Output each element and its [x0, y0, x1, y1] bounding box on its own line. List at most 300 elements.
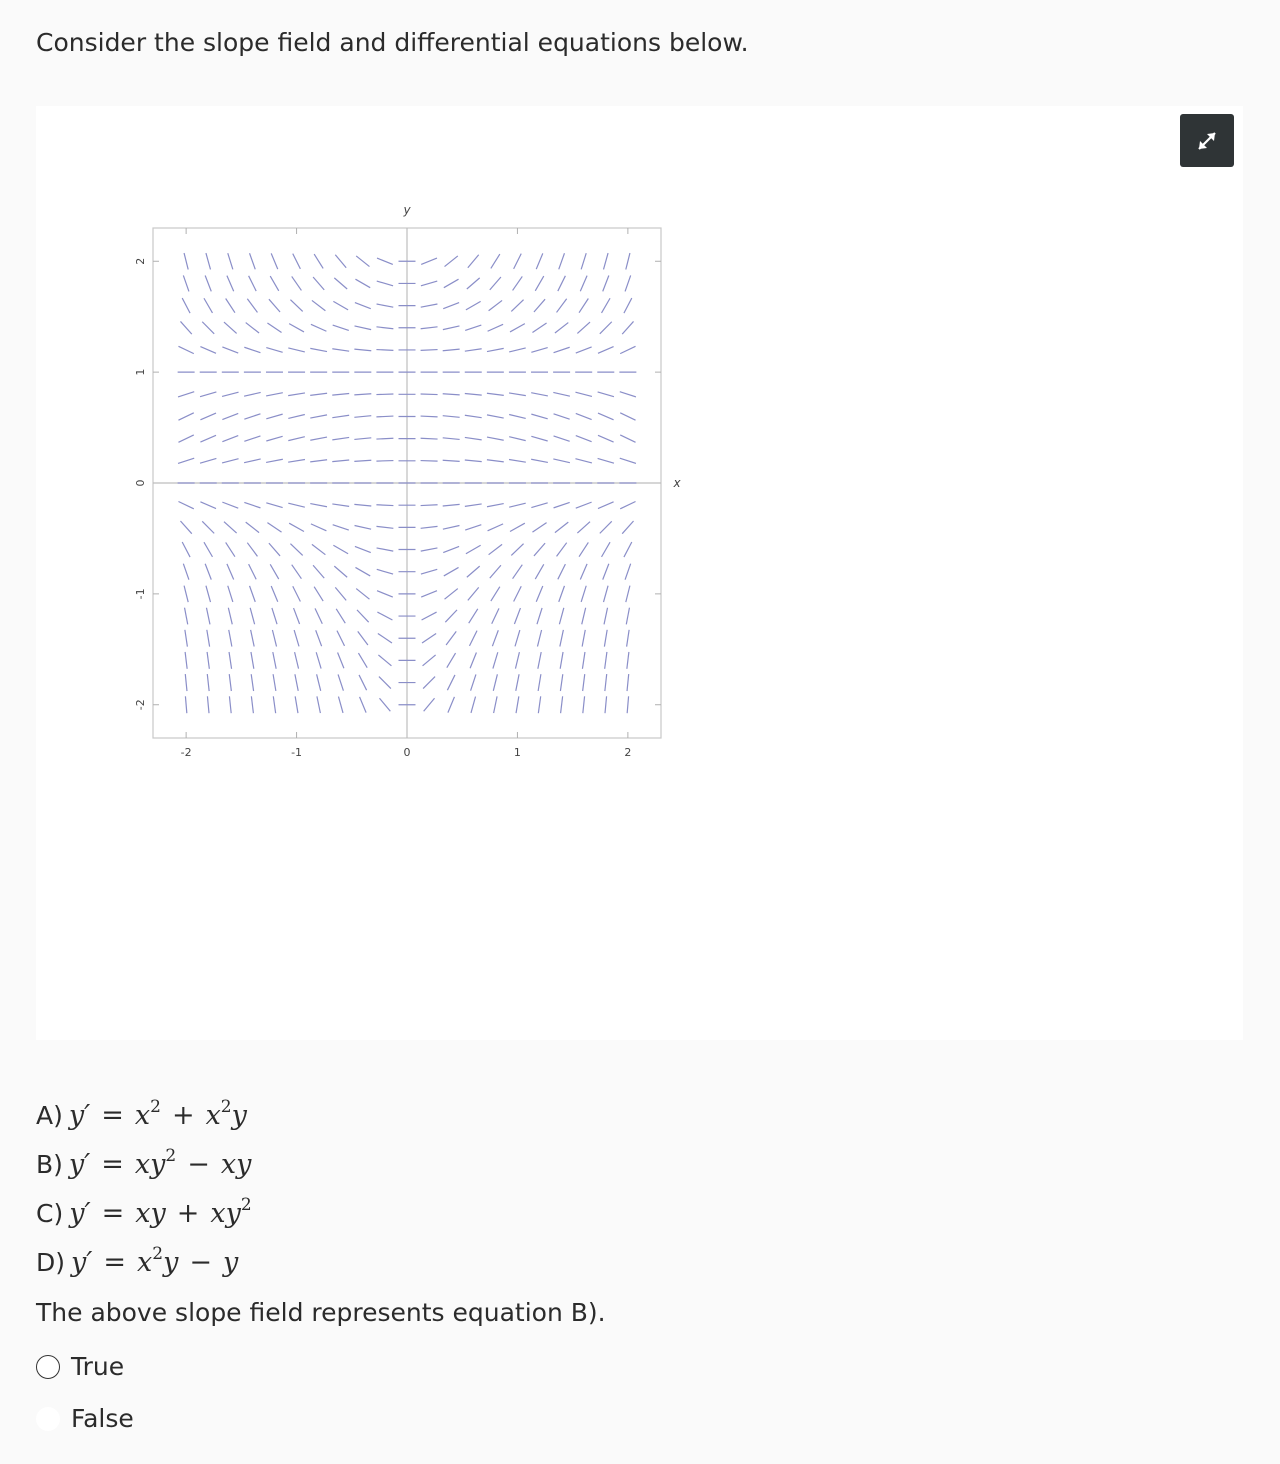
slope-segment: [488, 324, 504, 331]
option-equation: [69, 1186, 251, 1235]
slope-segment: [224, 522, 237, 533]
slope-segment: [229, 652, 232, 669]
slope-segment: [443, 394, 460, 395]
slope-segment: [227, 276, 234, 292]
slope-segment: [251, 652, 254, 669]
slope-segment: [487, 437, 504, 440]
slope-segment: [465, 325, 481, 330]
slope-segment: [423, 677, 435, 689]
choice-false[interactable]: [36, 1404, 134, 1433]
slope-segment: [509, 348, 526, 352]
slope-segment: [376, 461, 393, 462]
slope-segment: [266, 459, 283, 462]
slope-segment: [334, 566, 347, 577]
option-letter: A): [36, 1101, 63, 1130]
expand-arrows-icon: [1194, 128, 1220, 154]
slope-segment: [337, 631, 345, 646]
slope-segment: [207, 696, 209, 713]
slope-segment: [222, 436, 238, 442]
equation-lhs: y′: [69, 1198, 91, 1229]
slope-segment: [270, 564, 279, 579]
slope-segment: [466, 545, 481, 553]
equation-options: [36, 1088, 252, 1284]
slope-segment: [487, 460, 504, 462]
exponent: 2: [220, 1097, 232, 1117]
slope-segment: [620, 346, 635, 353]
slope-segment: [356, 589, 369, 600]
expand-button[interactable]: [1180, 114, 1234, 167]
slope-segment: [266, 414, 282, 419]
slope-segment: [516, 696, 519, 713]
slope-segment: [250, 253, 256, 269]
slope-segment: [228, 586, 233, 602]
y-tick-label: 1: [134, 368, 147, 376]
slope-segment: [247, 299, 257, 313]
question-text: Consider the slope field and differential equations below.: [36, 28, 749, 57]
slope-segment: [465, 349, 482, 351]
slope-segment: [443, 525, 460, 529]
slope-segment: [560, 630, 564, 647]
variable: x: [134, 1149, 151, 1180]
slope-segment: [354, 416, 371, 418]
variable: y: [150, 1198, 166, 1229]
slope-segment: [581, 253, 586, 269]
slope-segment: [513, 565, 523, 579]
slope-segment: [603, 276, 609, 292]
radio-false[interactable]: [36, 1407, 60, 1431]
slope-segment: [267, 523, 281, 532]
slope-segment: [295, 674, 298, 691]
slope-segment: [492, 608, 499, 623]
slope-segment: [466, 301, 481, 309]
slope-segment: [204, 542, 213, 557]
slope-segment: [354, 460, 371, 461]
slope-segment: [445, 589, 458, 600]
slope-segment: [273, 652, 276, 669]
x-tick-label: 1: [513, 746, 521, 759]
slope-segment: [423, 655, 436, 666]
slope-segment: [182, 542, 190, 557]
slope-segment: [625, 564, 631, 580]
slope-segment: [377, 591, 393, 597]
slope-segment: [467, 566, 480, 577]
variable: y: [222, 1247, 239, 1278]
slope-segment: [293, 586, 301, 601]
slope-segment: [205, 276, 211, 292]
variable: y: [150, 1149, 166, 1180]
slope-segment: [514, 608, 520, 624]
slope-segment: [553, 459, 570, 463]
slope-segment: [354, 504, 371, 506]
slope-segment: [513, 276, 523, 290]
slope-segment: [577, 322, 590, 333]
slope-segment: [269, 299, 280, 312]
slope-segment: [228, 608, 232, 625]
slope-segment: [185, 608, 188, 625]
slope-segment: [560, 652, 563, 669]
slope-segment: [207, 652, 209, 669]
equals-sign: =: [101, 1100, 124, 1131]
slope-segment: [557, 543, 567, 557]
slope-segment: [200, 392, 216, 397]
option-c: [36, 1186, 252, 1235]
slope-segment: [471, 697, 476, 713]
slope-segment: [465, 504, 482, 506]
slope-segment: [354, 394, 371, 395]
slope-segment: [244, 502, 260, 507]
slope-segment: [180, 521, 191, 534]
slope-segment: [576, 502, 592, 508]
slope-segment: [620, 392, 636, 397]
slope-segment: [576, 413, 592, 419]
x-tick-label: 2: [624, 746, 632, 759]
slope-segment: [227, 564, 234, 580]
slope-segment: [536, 586, 543, 602]
slope-segment: [206, 253, 211, 269]
slope-segment: [379, 698, 390, 711]
variable: y: [225, 1198, 241, 1229]
slope-segment: [555, 323, 568, 333]
slope-segment: [222, 347, 238, 353]
slope-segment: [226, 298, 235, 312]
option-equation: [69, 1088, 247, 1137]
slope-segment: [445, 610, 457, 622]
slope-segment: [288, 503, 305, 507]
slope-segment: [251, 696, 253, 713]
slope-segment: [200, 347, 216, 354]
slope-segment: [514, 586, 522, 601]
slope-segment: [487, 504, 504, 507]
slope-segment: [185, 630, 188, 647]
option-b: [36, 1137, 252, 1186]
variable: x: [135, 1198, 151, 1229]
slope-segment: [487, 348, 504, 351]
slope-segment: [421, 591, 437, 597]
slope-segment: [582, 652, 585, 669]
slope-segment: [311, 324, 327, 331]
slope-segment: [557, 299, 567, 313]
slope-segment: [488, 524, 504, 531]
slope-segment: [516, 674, 519, 691]
slope-segment: [531, 503, 547, 508]
slope-segment: [292, 565, 302, 579]
slope-segment: [492, 630, 498, 646]
slope-segment: [310, 460, 327, 462]
slope-segment: [313, 277, 324, 290]
slope-segment: [491, 587, 500, 601]
slope-segment: [244, 436, 260, 441]
slope-segment: [332, 415, 349, 417]
slope-segment: [467, 278, 480, 289]
slope-segment: [295, 652, 299, 669]
slope-segment: [185, 674, 187, 691]
slope-segment: [443, 416, 460, 418]
slope-segment: [312, 300, 325, 310]
slope-segment: [421, 350, 438, 351]
slope-segment: [620, 413, 635, 420]
variable: y: [231, 1100, 247, 1131]
operator: −: [187, 1149, 210, 1180]
slope-segment: [204, 298, 213, 313]
slope-segment: [244, 459, 261, 463]
slope-segment: [288, 393, 305, 396]
slope-segment: [487, 393, 504, 395]
slope-segment: [266, 393, 283, 396]
slope-segment: [200, 413, 216, 420]
slope-segment: [558, 564, 566, 579]
slope-segment: [358, 631, 368, 645]
slope-segment: [336, 609, 345, 623]
slope-segment: [206, 608, 210, 625]
slope-segment: [554, 414, 570, 419]
slope-segment: [583, 696, 585, 713]
slope-segment: [626, 253, 630, 269]
slope-segment: [421, 438, 438, 439]
slope-segment: [222, 459, 238, 463]
slope-segment: [251, 674, 253, 691]
slope-segment: [377, 569, 393, 574]
slope-segment: [443, 504, 460, 506]
slope-segment: [200, 458, 216, 463]
slope-segment: [378, 655, 391, 666]
slope-segment: [271, 586, 278, 602]
slope-segment: [205, 564, 211, 580]
equation-lhs: y′: [71, 1247, 93, 1278]
slope-segment: [509, 393, 526, 396]
y-tick-label: 0: [134, 479, 147, 487]
slope-segment: [334, 278, 347, 289]
slope-segment: [468, 255, 479, 268]
exponent: 2: [152, 1244, 164, 1264]
equals-sign: =: [103, 1247, 127, 1278]
slope-segment: [317, 696, 320, 713]
slope-segment: [222, 392, 238, 396]
slope-segment: [448, 697, 455, 713]
slope-segment: [554, 502, 570, 507]
slope-segment: [582, 630, 585, 647]
slope-segment: [443, 546, 459, 552]
slope-segment: [316, 652, 321, 668]
statement-text: The above slope field represents equation B).: [36, 1298, 606, 1327]
slope-segment: [421, 258, 437, 264]
x-axis-label: x: [673, 476, 681, 490]
slope-segment: [288, 348, 305, 352]
slope-segment: [376, 438, 393, 439]
slope-segment: [602, 298, 611, 313]
slope-segment: [559, 586, 565, 602]
slope-segment: [620, 435, 635, 442]
slope-segment: [292, 276, 302, 290]
slope-segment: [511, 300, 523, 312]
slope-segment: [314, 254, 323, 268]
slope-segment: [598, 502, 614, 509]
slope-segment: [376, 505, 393, 506]
slope-segment: [338, 653, 344, 669]
slope-segment: [290, 300, 302, 312]
slope-segment: [575, 392, 591, 396]
slope-segment: [560, 674, 562, 691]
slope-segment: [354, 438, 371, 440]
slope-segment: [421, 281, 437, 286]
slope-segment: [538, 696, 540, 713]
slope-segment: [377, 258, 393, 264]
slope-segment: [581, 586, 586, 602]
slope-segment: [178, 413, 193, 420]
slope-segment: [561, 696, 563, 713]
slope-segment: [249, 564, 257, 579]
slope-segment: [580, 564, 587, 580]
slope-segment: [250, 608, 254, 624]
choice-true-label: True: [71, 1352, 125, 1381]
slope-segment: [538, 674, 541, 691]
variable: x: [210, 1198, 226, 1229]
slope-segment: [266, 503, 282, 508]
slope-segment: [266, 348, 282, 353]
slope-segment: [246, 522, 259, 532]
operator: −: [189, 1247, 212, 1278]
slope-segment: [332, 437, 349, 439]
slope-segment: [272, 608, 277, 624]
slope-segment: [493, 674, 497, 691]
equation-lhs: y′: [68, 1149, 91, 1180]
slope-segment: [626, 586, 630, 602]
slope-segment: [266, 436, 282, 441]
slope-segment: [424, 698, 435, 711]
slope-segment: [558, 276, 566, 291]
slope-segment: [534, 543, 545, 556]
option-d: [36, 1235, 252, 1284]
x-tick-label: -1: [291, 746, 303, 759]
slope-segment: [515, 630, 520, 646]
slope-segment: [379, 677, 391, 689]
slope-segment: [338, 674, 343, 690]
slope-segment: [182, 298, 190, 313]
slope-segment: [272, 630, 276, 647]
slope-segment: [229, 630, 232, 647]
slope-segment: [447, 675, 455, 690]
slope-segment: [247, 543, 257, 557]
slope-segment: [627, 630, 630, 647]
slope-segment: [510, 523, 525, 531]
slope-segment: [246, 323, 259, 333]
slope-segment: [355, 326, 372, 330]
option-a: [36, 1088, 252, 1137]
slope-segment: [444, 279, 459, 287]
slope-segment: [598, 347, 614, 354]
slope-segment: [491, 254, 500, 268]
slope-segment: [489, 300, 502, 310]
slope-segment: [377, 612, 392, 620]
slope-segment: [421, 526, 438, 528]
slope-segment: [355, 303, 371, 309]
slope-segment: [627, 652, 629, 669]
slope-segment: [229, 696, 231, 713]
slope-segment: [598, 392, 614, 397]
slope-segment: [294, 608, 300, 624]
y-tick-label: 2: [134, 257, 147, 265]
slope-segment: [490, 565, 501, 578]
slope-segment: [509, 414, 526, 418]
slope-segment: [620, 501, 635, 508]
slope-segment: [421, 569, 437, 574]
slope-segment: [443, 438, 460, 440]
slope-segment: [378, 633, 392, 642]
x-tick-label: 0: [403, 746, 411, 759]
slope-segment: [555, 522, 568, 532]
slope-segment: [465, 393, 482, 395]
slope-segment: [288, 414, 305, 418]
slope-segment: [559, 253, 565, 269]
slope-segment: [269, 543, 280, 556]
slope-segment: [317, 674, 321, 691]
slope-segment: [376, 327, 393, 329]
slope-segment: [294, 630, 299, 646]
slope-segment: [376, 394, 393, 395]
slope-segment: [577, 522, 590, 533]
choice-true[interactable]: [36, 1352, 124, 1381]
slope-segment: [200, 435, 216, 442]
slope-segment: [627, 674, 629, 691]
slope-segment: [465, 525, 481, 530]
slope-segment: [222, 413, 238, 419]
slope-segment: [579, 298, 588, 312]
slope-segment: [490, 277, 501, 290]
slope-segment: [222, 502, 238, 508]
slope-segment: [605, 696, 607, 713]
slope-segment: [185, 652, 187, 669]
slope-segment: [469, 609, 478, 623]
slope-segment: [207, 674, 209, 691]
operator: +: [176, 1198, 200, 1229]
slope-segment: [600, 521, 612, 533]
slope-segment: [536, 253, 543, 269]
slope-segment: [290, 544, 302, 556]
y-tick-label: -2: [134, 699, 147, 711]
slope-segment: [421, 548, 438, 551]
radio-true[interactable]: [36, 1355, 60, 1379]
slope-segment: [267, 323, 281, 332]
slope-segment: [553, 392, 570, 396]
slope-segment: [509, 459, 526, 462]
slope-segment: [535, 564, 544, 579]
slope-segment: [184, 253, 188, 269]
slope-segment: [356, 256, 369, 267]
slope-segment: [358, 653, 367, 668]
slope-segment: [421, 394, 438, 395]
slope-segment: [532, 523, 546, 532]
variable: x: [220, 1149, 237, 1180]
slope-segment: [582, 608, 586, 625]
slope-segment: [470, 653, 476, 669]
slope-segment: [468, 587, 479, 600]
slope-segment: [226, 542, 235, 556]
slope-segment: [289, 324, 304, 332]
slope-segment: [576, 436, 592, 442]
slope-segment: [244, 347, 260, 352]
option-equation: [69, 1137, 251, 1186]
slope-segment: [315, 608, 322, 623]
slope-segment: [471, 674, 476, 690]
option-letter: C): [36, 1199, 64, 1228]
slope-segment: [624, 298, 632, 313]
exponent: 2: [240, 1195, 252, 1215]
variable: y: [236, 1149, 252, 1180]
slope-segment: [251, 630, 255, 647]
slope-segment: [624, 542, 632, 557]
slope-segment: [184, 586, 188, 602]
slope-segment: [443, 460, 460, 461]
slope-segment: [489, 544, 502, 554]
